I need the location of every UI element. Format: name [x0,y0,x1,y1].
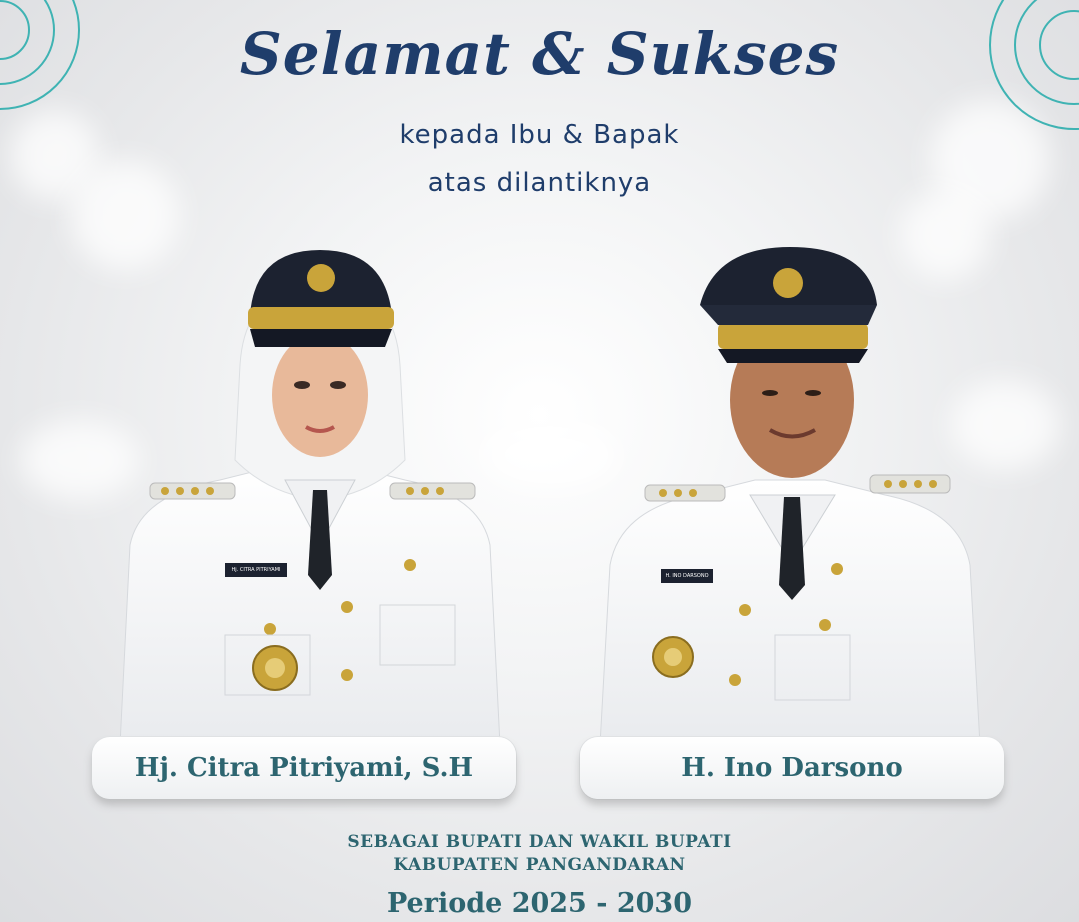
name-tag-official-1: Hj. CITRA PITRIYAMI [225,563,287,577]
role-line-2: KABUPATEN PANGANDARAN [393,855,686,875]
official-2-name: H. Ino Darsono [681,753,903,783]
name-card-official-1 [92,737,516,799]
portrait-official-2 [585,245,985,745]
name-card-official-2 [580,737,1004,799]
period-text: Periode 2025 - 2030 [386,888,692,919]
official-1-name: Hj. Citra Pitriyami, S.H [134,753,474,783]
greeting-line-1: kepada Ibu & Bapak [399,120,680,150]
role-line-1: SEBAGAI BUPATI DAN WAKIL BUPATI [347,832,732,852]
greeting-line-2: atas dilantiknya [427,168,652,198]
greeting-title: Selamat & Sukses [239,20,840,88]
name-tag-official-2: H. INO DARSONO [661,569,713,583]
portrait-official-1 [110,245,510,745]
